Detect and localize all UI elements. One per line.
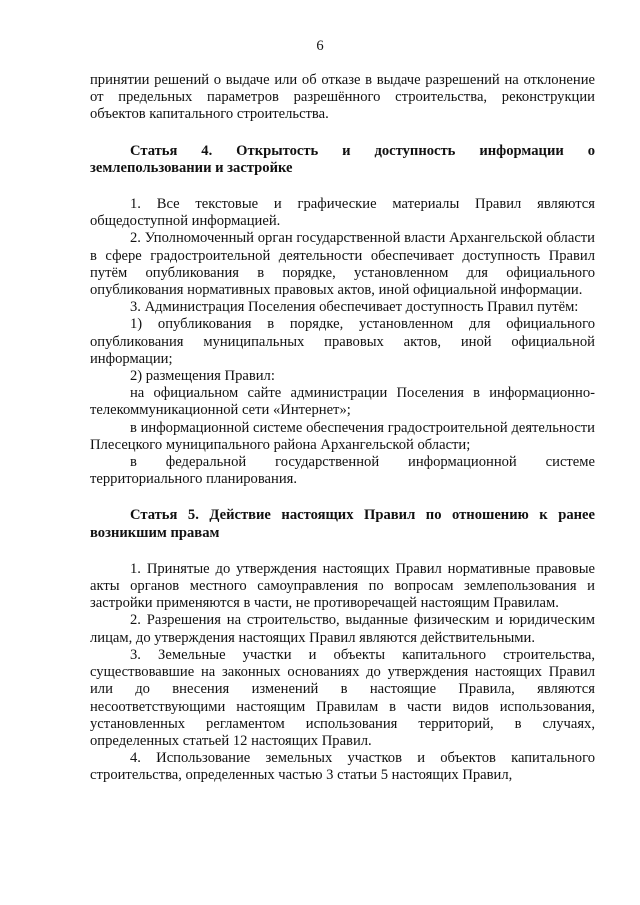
article-5-item-1: 1. Принятые до утверждения настоящих Правил нормативные правовые акты органов местного самоуправления по вопросам землепользования и застройки применяются в части, не противоречащей настоящим Правилам.: [90, 560, 595, 612]
article-5-heading: Статья 5. Действие настоящих Правил по отношению к ранее возникшим правам: [90, 507, 595, 541]
article-4-item-3: 3. Администрация Поселения обеспечивает доступность Правил путём:: [130, 299, 579, 316]
article-5-item-3: 3. Земельные участки и объекты капитального строительства, существовавшие на законных основаниях до утверждения настоящих Правил или до внесения изменений в настоящие Правила, являются несоответствующими настоящим Правилам в части видов использования, установленных регламентом использования территорий, в случаях, определенных статьей 12 настоящих Правил.: [90, 646, 595, 749]
page-number: 6: [316, 38, 324, 54]
article-4-placement-federal-system: в федеральной государственной информационной системе территориального планирования.: [90, 454, 595, 488]
intro-paragraph: принятии решений о выдаче или об отказе в выдаче разрешений на отклонение от предельных параметров разрешённого строительства, реконструкции объектов капитального строительства.: [90, 72, 595, 123]
article-4-subitem-2: 2) размещения Правил:: [130, 368, 275, 385]
article-4-heading: Статья 4. Открытость и доступность информации о землепользовании и застройке: [90, 142, 595, 176]
article-5-item-2: 2. Разрешения на строительство, выданные физическим и юридическим лицам, до утверждения настоящих Правил являются действительными.: [90, 612, 595, 646]
article-4-item-1: 1. Все текстовые и графические материалы Правил являются общедоступной информацией.: [90, 196, 595, 230]
article-5-item-4: 4. Использование земельных участков и объектов капитального строительства, определенных частью 3 статьи 5 настоящих Правил,: [90, 750, 595, 784]
article-4-item-2: 2. Уполномоченный орган государственной власти Архангельской области в сфере градостроительной деятельности обеспечивает доступность Правил путём опубликования в порядке, установленном для официального опубликования нормативных правовых актов, иной официальной информации.: [90, 230, 595, 299]
article-4-placement-website: на официальном сайте администрации Поселения в информационно-телекоммуникационной сети «Интернет»;: [90, 385, 595, 419]
page-body: [90, 72, 595, 785]
article-4-placement-municipal-system: в информационной системе обеспечения градостроительной деятельности Плесецкого муниципального района Архангельской области;: [90, 419, 595, 453]
article-4-subitem-1: 1) опубликования в порядке, установленном для официального опубликования муниципальных правовых актов, иной официальной информации;: [90, 316, 595, 367]
